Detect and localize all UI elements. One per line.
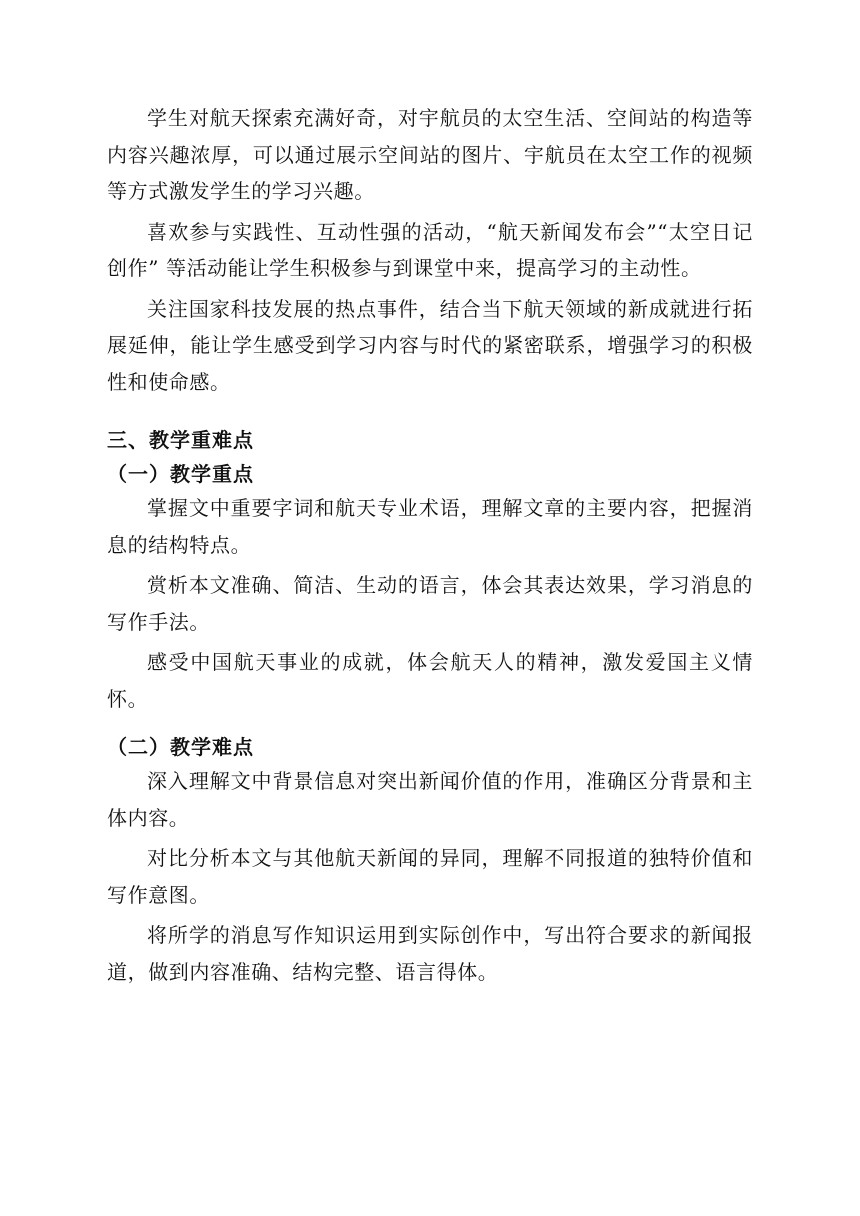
key-point-paragraph-1: 掌握文中重要字词和航天专业术语，理解文章的主要内容，把握消息的结构特点。 (107, 496, 753, 557)
key-point-paragraph-2: 赏析本文准确、简洁、生动的语言，体会其表达效果，学习消息的写作手法。 (107, 573, 753, 634)
intro-paragraph-2: 喜欢参与实践性、互动性强的活动，“航天新闻发布会”“太空日记创作” 等活动能让学生积极参与到课堂中来，提高学习的主动性。 (107, 219, 753, 280)
difficult-point-paragraph-3: 将所学的消息写作知识运用到实际创作中，写出符合要求的新闻报道，做到内容准确、结构完整、语言得体。 (107, 923, 753, 984)
section-heading: 三、教学重难点 (107, 428, 254, 452)
intro-paragraph-3: 关注国家科技发展的热点事件，结合当下航天领域的新成就进行拓展延伸，能让学生感受到学习内容与时代的紧密联系，增强学习的积极性和使命感。 (107, 296, 753, 394)
intro-paragraph-1: 学生对航天探索充满好奇，对宇航员的太空生活、空间站的构造等内容兴趣浓厚，可以通过展示空间站的图片、宇航员在太空工作的视频等方式激发学生的学习兴趣。 (107, 106, 753, 203)
difficult-point-paragraph-1: 深入理解文中背景信息对突出新闻价值的作用，准确区分背景和主体内容。 (107, 769, 753, 830)
subsection-heading-key-points: （一）教学重点 (107, 462, 254, 486)
key-point-paragraph-3: 感受中国航天事业的成就，体会航天人的精神，激发爱国主义情怀。 (107, 650, 753, 711)
difficult-point-paragraph-2: 对比分析本文与其他航天新闻的异同，理解不同报道的独特价值和写作意图。 (107, 846, 753, 907)
page-content (107, 100, 753, 990)
subsection-heading-difficult-points: （二）教学难点 (107, 735, 254, 759)
